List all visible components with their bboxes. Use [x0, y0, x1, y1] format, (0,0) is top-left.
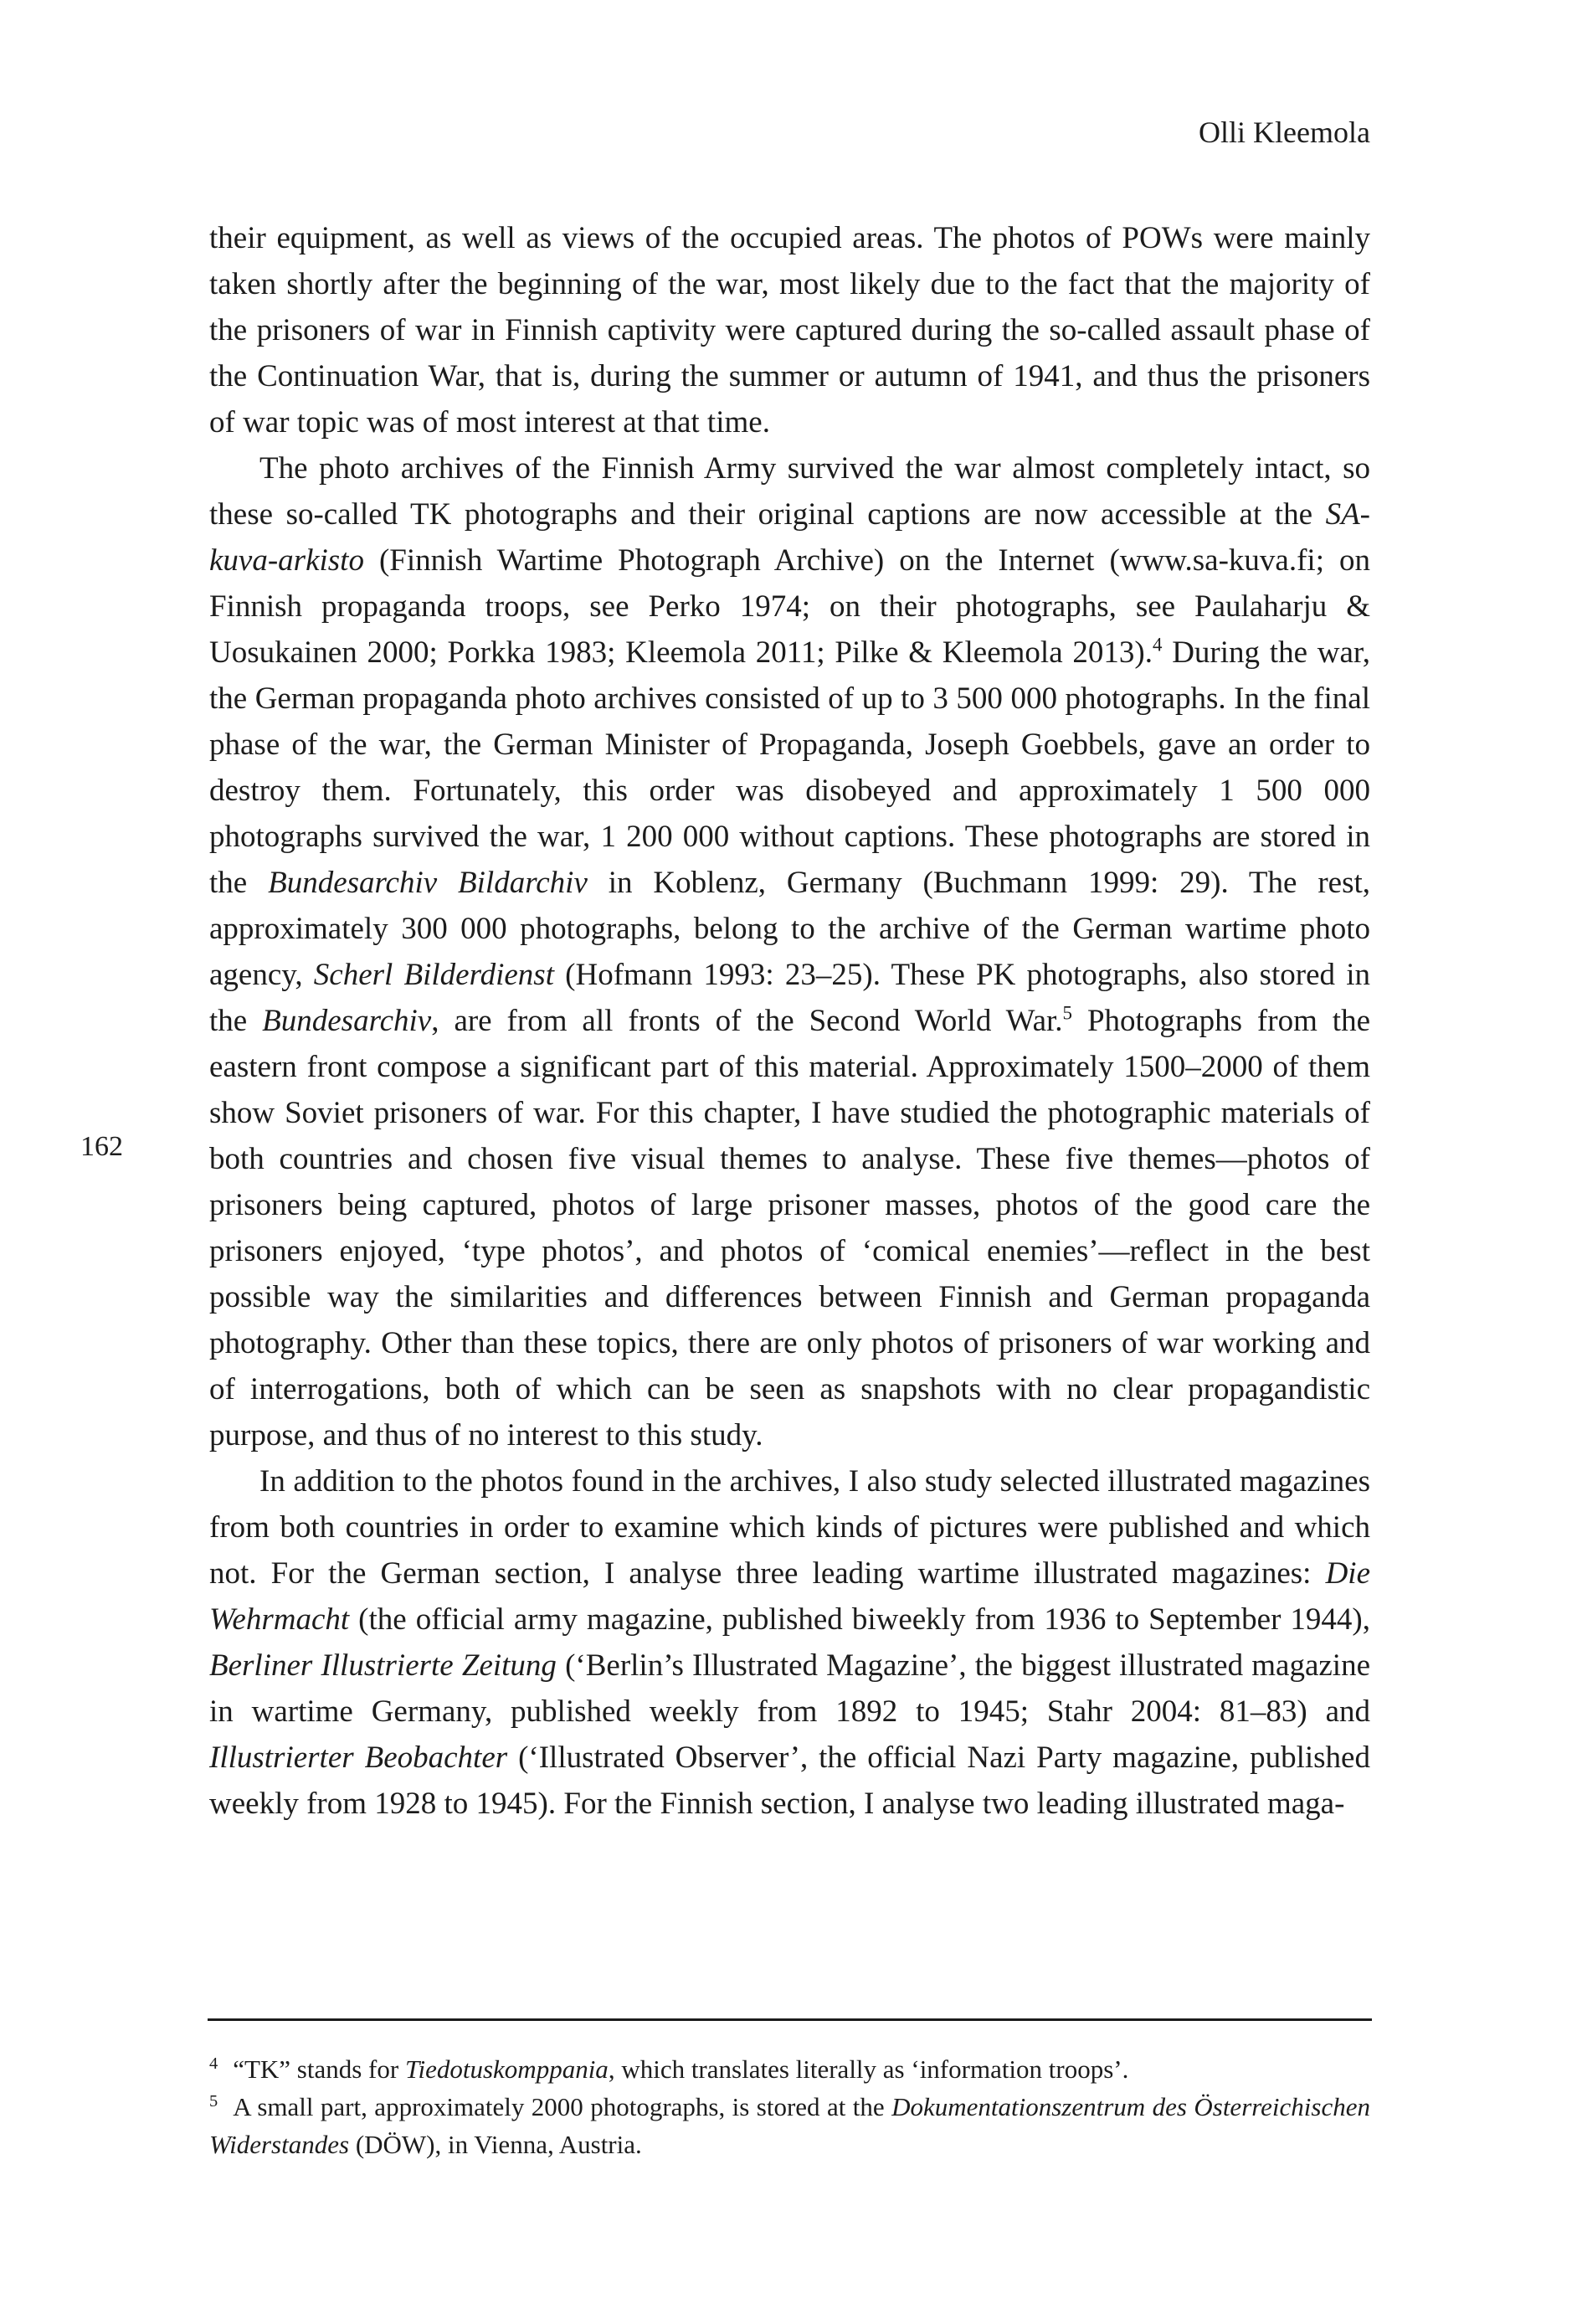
footnote — [209, 2088, 1370, 2163]
italic-text: SA-kuva-arkisto — [209, 497, 1370, 578]
text-run: (DÖW), in Vienna, Austria. — [349, 2130, 642, 2159]
running-header — [209, 114, 1370, 151]
text-run: (‘Berlin’s Illustrated Magazine’, the biggest illustrated magazine in wartime Germany, published weekly from 1892 to 1945; Stahr 2004: 81–83) and — [209, 1648, 1370, 1729]
italic-text: Scherl Bilderdienst — [313, 958, 554, 992]
italic-text: Die Wehrmacht — [209, 1556, 1370, 1637]
page-number: 162 — [80, 1131, 123, 1162]
text-run: (Hofmann 1993: 23–25). These PK photographs, also stored in the — [209, 958, 1370, 1038]
text-run: A small part, approximately 2000 photographs, is stored at the — [233, 2092, 892, 2121]
italic-text: Berliner Illustrierte Zeitung — [209, 1648, 557, 1683]
footnote-ref: 4 — [1152, 634, 1163, 656]
paragraph — [209, 445, 1370, 1458]
text-run: (Finnish Wartime Photograph Archive) on the Internet (www.sa-kuva.fi; on Finnish propaganda troops, see Perko 1974; on their photographs, see Paulaharju & Uosukainen 2000; Porkka 1983; Kleemola 2011; Pilke & Kleemola 2013). — [209, 543, 1370, 670]
footnote-marker: 5 — [209, 2091, 218, 2111]
footnote-marker: 4 — [209, 2054, 218, 2073]
paragraph — [209, 1458, 1370, 1827]
text-run: in Koblenz, Germany (Buchmann 1999: 29). The rest, approximately 300 000 photographs, belong to the archive of the German wartime photo agency, — [209, 866, 1371, 992]
author-name: Olli Kleemola — [1199, 116, 1370, 149]
italic-text: Tiedotuskomppania — [404, 2054, 609, 2084]
paragraph — [209, 215, 1370, 445]
italic-text: Bundesarchiv Bildarchiv — [268, 866, 588, 900]
text-run: (the official army magazine, published biweekly from 1936 to September 1944), — [349, 1602, 1370, 1637]
text-run: “TK” stands for — [233, 2054, 405, 2084]
italic-text: Illustrierter Beobachter — [209, 1740, 508, 1775]
footnote-divider — [208, 2018, 1372, 2021]
text-run: , are from all fronts of the Second World War. — [431, 1004, 1063, 1038]
footnotes — [209, 2050, 1370, 2163]
text-run: During the war, the German propaganda photo archives consisted of up to 3 500 000 photographs. In the final phase of the war, the German Minister of Propaganda, Joseph Goebbels, gave an order to destroy them. Fortunately, this order was disobeyed and approximately 1 500 000 photographs survived the war, 1 200 000 without captions. These photographs are stored in the — [209, 635, 1370, 900]
text-run: their equipment, as well as views of the occupied areas. The photos of POWs were mainly taken shortly after the beginning of the war, most likely due to the fact that the majority of the prisoners of war in Finnish captivity were captured during the so-called assault phase of the Continuation War, that is, during the summer or autumn of 1941, and thus the prisoners of war topic was of most interest at that time. — [209, 221, 1370, 440]
italic-text: Bundesarchiv — [262, 1004, 432, 1038]
text-run: , which translates literally as ‘information troops’. — [608, 2054, 1129, 2084]
italic-text: Dokumentationszentrum des Österreichischen Widerstandes — [209, 2092, 1370, 2159]
text-run: (‘Illustrated Observer’, the official Nazi Party magazine, published weekly from 1928 to 1945). For the Finnish section, I analyse two leading illustrated maga- — [209, 1740, 1370, 1821]
text-run: In addition to the photos found in the archives, I also study selected illustrated magazines from both countries in order to examine which kinds of pictures were published and which not. For the German section, I analyse three leading wartime illustrated magazines: — [209, 1464, 1370, 1591]
footnote-ref: 5 — [1062, 1002, 1073, 1024]
body-text — [209, 215, 1370, 1827]
text-run: The photo archives of the Finnish Army survived the war almost completely intact, so these so-called TK photographs and their original captions are now accessible at the — [209, 451, 1370, 532]
text-run: Photographs from the eastern front compose a significant part of this material. Approximately 1500–2000 of them show Soviet prisoners of war. For this chapter, I have studied the photographic materials of both countries and chosen five visual themes to analyse. These five themes—photos of prisoners being captured, photos of large prisoner masses, photos of the good care the prisoners enjoyed, ‘type photos’, and photos of ‘comical enemies’—reflect in the best possible way the similarities and differences between Finnish and German propaganda photography. Other than these topics, there are only photos of prisoners of war working and of interrogations, both of which can be seen as snapshots with no clear propagandistic purpose, and thus of no interest to this study. — [209, 1004, 1370, 1452]
footnote — [209, 2050, 1370, 2088]
